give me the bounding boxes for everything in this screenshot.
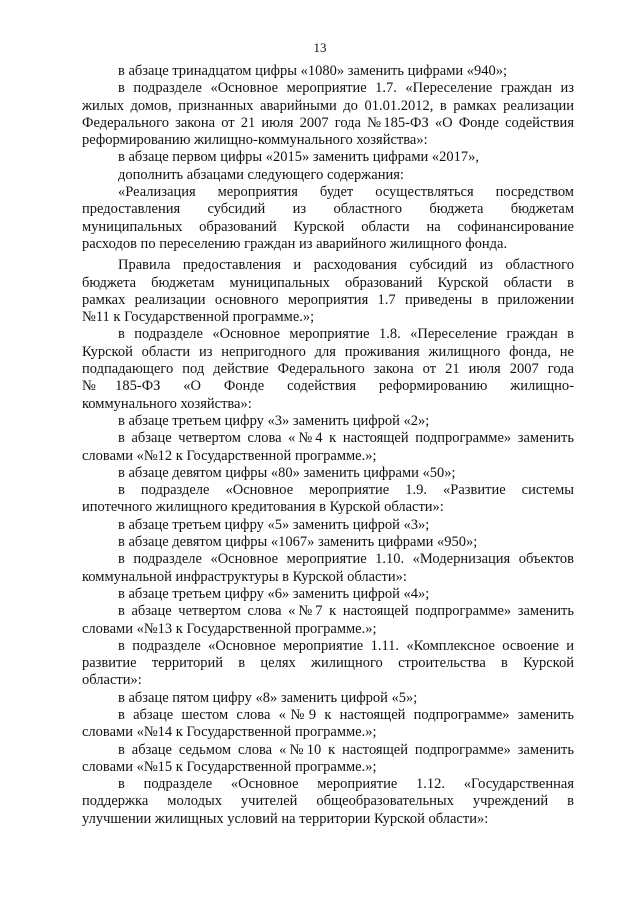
text-line: в подразделе «Основное мероприятие 1.9. «Развитие системы — [118, 482, 574, 499]
text-line: в абзаце девятом цифры «1067» заменить цифрами «950»; — [118, 534, 478, 551]
text-line: в подразделе «Основное мероприятие 1.11. «Комплексное освоение и — [118, 637, 574, 654]
text-line: в абзаце третьем цифру «6» заменить цифрой «4»; — [118, 585, 430, 602]
page-number: 13 — [313, 40, 327, 55]
paragraph — [82, 586, 574, 603]
paragraph — [82, 776, 574, 828]
text-line: в абзаце третьем цифру «5» заменить цифрой «3»; — [118, 516, 430, 533]
paragraph — [82, 257, 574, 326]
text-line: в абзаце третьем цифру «3» заменить цифрой «2»; — [118, 412, 430, 429]
paragraph — [82, 167, 574, 184]
text-line: в абзаце четвертом слова «№4 к настоящей подпрограмме» заменить — [118, 430, 574, 447]
text-line: ипотечного жилищного кредитования в Курской области»: — [82, 499, 444, 516]
paragraph — [82, 690, 574, 707]
text-line: улучшении жилищных условий на территории Курской области»: — [82, 810, 489, 827]
text-line: области»: — [82, 672, 142, 689]
text-line: в подразделе «Основное мероприятие 1.8. «Переселение граждан в — [118, 326, 574, 343]
text-line: поддержка молодых учителей общеобразовательных учреждений в — [82, 793, 574, 810]
text-line: словами «№12 к Государственной программе.»; — [82, 447, 377, 464]
text-line: расходов по переселению граждан из аварийного жилищного фонда. — [82, 235, 508, 252]
paragraph — [82, 517, 574, 534]
paragraph — [82, 326, 574, 412]
text-line: развитие территорий в целях жилищного строительства в Курской — [82, 655, 574, 672]
text-line: Федерального закона от 21 июля 2007 года №185-ФЗ «О Фонде содействия — [82, 114, 574, 131]
text-line: предоставления субсидий из областного бюджета бюджетам — [82, 201, 574, 218]
paragraph — [82, 184, 574, 253]
text-line: рамках реализации основного мероприятия 1.7 приведены в приложении — [82, 291, 574, 308]
text-line: в абзаце седьмом слова «№10 к настоящей подпрограмме» заменить — [118, 741, 574, 758]
text-line: в абзаце четвертом слова «№7 к настоящей подпрограмме» заменить — [118, 603, 574, 620]
paragraph — [82, 430, 574, 465]
text-line: Правила предоставления и расходования субсидий из областного — [118, 257, 574, 274]
text-line: в абзаце тринадцатом цифры «1080» заменить цифрами «940»; — [118, 63, 508, 79]
paragraph — [82, 534, 574, 551]
text-line: №11 к Государственной программе.»; — [82, 309, 315, 326]
text-line: бюджета бюджетам муниципальных образований Курской области в — [82, 274, 574, 291]
paragraph — [82, 482, 574, 517]
text-line: коммунального хозяйства»: — [82, 395, 252, 412]
paragraph — [82, 149, 574, 166]
text-line: коммунальной инфраструктуры в Курской области»: — [82, 568, 407, 585]
text-line: в подразделе «Основное мероприятие 1.10. «Модернизация объектов — [118, 551, 574, 568]
text-line: в подразделе «Основное мероприятие 1.12. «Государственная — [118, 776, 574, 793]
paragraph — [82, 80, 574, 149]
text-line: словами «№14 к Государственной программе.»; — [82, 724, 377, 741]
text-line: №185-ФЗ «О Фонде содействия реформированию жилищно- — [82, 378, 574, 395]
paragraph — [82, 742, 574, 777]
text-line: «Реализация мероприятия будет осуществляться посредством — [118, 184, 574, 201]
text-line: словами «№13 к Государственной программе.»; — [82, 620, 377, 637]
paragraph — [82, 63, 574, 80]
text-line: в абзаце шестом слова «№9 к настоящей подпрограмме» заменить — [118, 706, 574, 723]
text-line: подпадающего под действие Федерального закона от 21 июля 2007 года — [82, 361, 574, 378]
document-body — [82, 63, 574, 828]
text-line: в абзаце пятом цифру «8» заменить цифрой «5»; — [118, 689, 418, 706]
paragraph — [82, 413, 574, 430]
paragraph — [82, 707, 574, 742]
paragraph — [82, 551, 574, 586]
text-line: словами «№15 к Государственной программе.»; — [82, 758, 377, 775]
text-line: в подразделе «Основное мероприятие 1.7. «Переселение граждан из — [118, 80, 574, 97]
text-line: реформированию жилищно-коммунального хозяйства»: — [82, 132, 428, 149]
text-line: муниципальных образований Курской области на софинансирование — [82, 218, 574, 235]
text-line: жилых домов, признанных аварийными до 01.01.2012, в рамках реализации — [82, 97, 574, 114]
paragraph — [82, 638, 574, 690]
text-line: Курской области из непригодного для проживания жилищного фонда, не — [82, 343, 574, 360]
text-line: в абзаце девятом цифры «80» заменить цифрами «50»; — [118, 464, 456, 481]
text-line: в абзаце первом цифры «2015» заменить цифрами «2017», — [118, 149, 480, 166]
paragraph — [82, 603, 574, 638]
text-line: дополнить абзацами следующего содержания: — [118, 166, 404, 183]
paragraph — [82, 465, 574, 482]
